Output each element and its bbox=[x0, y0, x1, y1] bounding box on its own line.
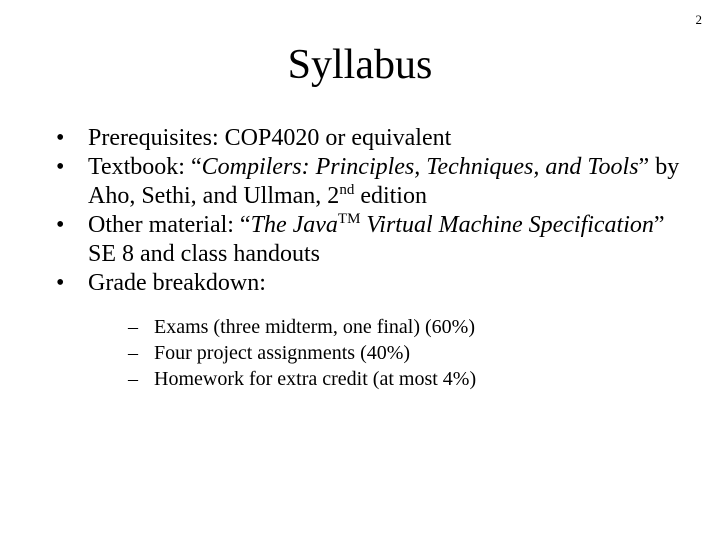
grade-item-homework bbox=[128, 366, 696, 392]
slide-title: Syllabus bbox=[287, 42, 433, 88]
other-title-b: Virtual Machine Specification bbox=[360, 212, 654, 238]
textbook-prefix: Textbook: “ bbox=[88, 154, 202, 180]
other-title-a: The Java bbox=[250, 212, 338, 238]
grade-item-text: Four project assignments (40%) bbox=[154, 342, 411, 364]
bullet-marker: • bbox=[56, 154, 65, 180]
grade-item-exams bbox=[128, 314, 696, 340]
bullet-grade-breakdown bbox=[56, 269, 696, 392]
grade-item-text: Homework for extra credit (at most 4%) bbox=[154, 368, 477, 390]
grade-item-text: Exams (three midterm, one final) (60%) bbox=[154, 316, 475, 338]
grade-breakdown-list bbox=[88, 314, 696, 392]
grade-breakdown-label: Grade breakdown: bbox=[88, 270, 266, 296]
bullet-marker: • bbox=[56, 125, 65, 151]
bullet-textbook bbox=[56, 153, 696, 211]
bullet-prerequisites bbox=[56, 124, 696, 153]
bullet-marker: • bbox=[56, 212, 65, 238]
textbook-edition: edition bbox=[354, 183, 427, 209]
prerequisites-text: Prerequisites: COP4020 or equivalent bbox=[88, 125, 452, 151]
page-number: 2 bbox=[695, 12, 702, 27]
dash-marker: – bbox=[128, 342, 138, 364]
dash-marker: – bbox=[128, 316, 138, 338]
bullet-marker: • bbox=[56, 270, 65, 296]
bullet-other-material bbox=[56, 211, 696, 269]
dash-marker: – bbox=[128, 368, 138, 390]
edition-superscript: nd bbox=[339, 182, 355, 198]
trademark-superscript: TM bbox=[337, 211, 361, 227]
textbook-suffix: ” by Aho, Sethi, and Ullman, 2 bbox=[88, 154, 680, 209]
bullet-list bbox=[56, 124, 696, 392]
textbook-title: Compilers: Principles, Techniques, and Tools bbox=[201, 154, 639, 180]
other-suffix: ” SE 8 and class handouts bbox=[88, 212, 665, 267]
other-prefix: Other material: “ bbox=[88, 212, 251, 238]
grade-item-projects bbox=[128, 340, 696, 366]
